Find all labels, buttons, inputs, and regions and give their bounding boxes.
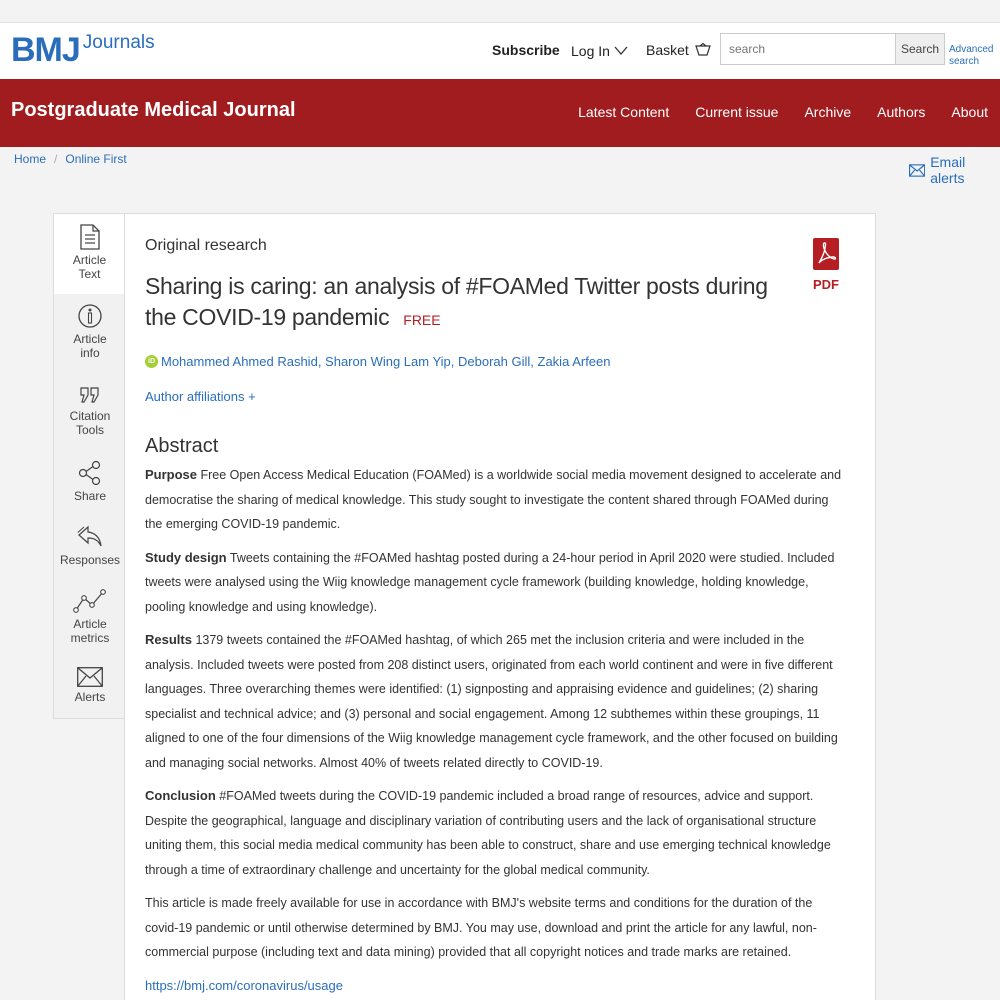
pdf-label: PDF xyxy=(813,277,839,292)
login-link[interactable] xyxy=(571,43,628,59)
subscribe-link[interactable]: Subscribe xyxy=(492,42,560,58)
sidebar-label-line1: Article xyxy=(72,253,107,267)
article-title xyxy=(145,271,775,336)
abstract-results xyxy=(145,628,845,775)
sidebar-label-line1: Article xyxy=(73,617,107,631)
breadcrumb-home[interactable]: Home xyxy=(14,152,47,166)
share-icon xyxy=(78,460,102,486)
article-title-text: Sharing is caring: an analysis of #FOAMed Twitter posts during the COVID-19 pandemic xyxy=(145,273,768,330)
chevron-down-icon xyxy=(614,46,628,56)
sidebar-item-responses[interactable] xyxy=(54,524,126,567)
section-label: Conclusion xyxy=(145,788,216,803)
section-text: Tweets containing the #FOAMed hashtag posted during a 24-hour period in April 2020 were studied. Included tweets were analysed using the Wiig knowledge management cycle framework (building knowledge, holding knowledge, pooling knowledge and using knowledge). xyxy=(145,550,835,614)
sidebar-label-line2: info xyxy=(80,346,100,360)
abstract-conclusion xyxy=(145,784,845,882)
sidebar-label-line1: Article xyxy=(73,332,107,346)
journal-nav xyxy=(578,104,988,120)
envelope-icon xyxy=(909,164,925,177)
sidebar-label-line2: Tools xyxy=(75,423,104,437)
abstract-body xyxy=(145,463,845,1000)
sidebar-label-line1: Alerts xyxy=(74,690,106,704)
nav-about[interactable]: About xyxy=(951,104,988,120)
abstract-heading: Abstract xyxy=(145,435,219,457)
article-type: Original research xyxy=(145,237,267,254)
nav-current-issue[interactable]: Current issue xyxy=(695,104,779,120)
article-sidebar xyxy=(53,213,125,719)
sidebar-item-alerts[interactable] xyxy=(54,667,126,704)
basket-label: Basket xyxy=(646,42,689,58)
email-alerts-link[interactable] xyxy=(909,154,1000,186)
brand-header xyxy=(0,22,1000,79)
author-link[interactable]: Deborah Gill xyxy=(458,354,531,369)
sidebar-item-citation-tools[interactable] xyxy=(54,384,126,437)
coronavirus-usage-link[interactable]: https://bmj.com/coronavirus/usage xyxy=(145,977,343,993)
sidebar-item-article-metrics[interactable] xyxy=(54,588,126,645)
breadcrumb-separator: / xyxy=(54,152,58,166)
document-icon xyxy=(80,224,100,250)
breadcrumb xyxy=(14,152,127,166)
orcid-icon[interactable]: iD xyxy=(145,355,158,368)
sidebar-label-line1: Responses xyxy=(59,553,121,567)
advanced-search-link[interactable]: Advanced search xyxy=(949,44,994,67)
author-list: iD Mohammed Ahmed Rashid , Sharon Wing Lam Yip , Deborah Gill , Zakia Arfeen xyxy=(145,354,611,369)
author-affiliations-toggle[interactable]: Author affiliations + xyxy=(145,389,256,404)
section-label: Purpose xyxy=(145,467,198,482)
basket-icon xyxy=(695,43,711,57)
author-link[interactable]: Sharon Wing Lam Yip xyxy=(325,354,451,369)
section-label: Results xyxy=(145,632,192,647)
nav-archive[interactable]: Archive xyxy=(804,104,852,120)
quote-icon xyxy=(79,384,101,406)
free-badge: FREE xyxy=(403,312,441,328)
envelope-icon xyxy=(77,667,103,687)
sidebar-label-line1: Share xyxy=(73,489,107,503)
section-text: #FOAMed tweets during the COVID-19 pandemic included a broad range of resources, advice and support. Despite the geographical, language and disciplinary variation of contributing users and the lack of organisational structure uniting them, this social media medical community has been able to construct, share and use emerging technical knowledge through a time of extraordinary challenge and uncertainty for the global medical community. xyxy=(145,789,831,877)
section-text: 1379 tweets contained the #FOAMed hashtag, of which 265 met the inclusion criteria and were included in the analysis. Included tweets were posted from 208 distinct users, originated from each world continent and were in five different languages. Three overarching themes were identified: (1) signposting and appraising evidence and guidelines; (2) sharing specialist and technical advice; and (3) personal and social engagement. Among 12 subthemes within these groupings, 11 aligned to one of the four dimensions of the Wiig knowledge management cycle framework, and the other focused on building and managing social networks. Almost 40% of tweets related directly to COVID-19. xyxy=(145,633,838,770)
journal-header xyxy=(0,79,1000,147)
nav-latest-content[interactable]: Latest Content xyxy=(578,104,670,120)
info-icon xyxy=(78,303,102,329)
section-text: Free Open Access Medical Education (FOAMed) is a worldwide social media movement designed to accelerate and democratise the sharing of medical knowledge. This study sought to investigate the content shared through FOAMed during the emerging COVID-19 pandemic. xyxy=(145,468,842,531)
journal-title[interactable]: Postgraduate Medical Journal xyxy=(11,99,296,121)
abstract-purpose xyxy=(145,463,845,537)
abstract-study-design xyxy=(145,546,845,620)
author-link[interactable]: Zakia Arfeen xyxy=(537,354,611,369)
author-link[interactable]: Mohammed Ahmed Rashid xyxy=(161,354,318,369)
top-strip xyxy=(0,0,1000,22)
basket-link[interactable] xyxy=(646,42,711,58)
sidebar-label-line1: Citation xyxy=(69,409,111,423)
search-button[interactable]: Search xyxy=(895,33,945,65)
sidebar-item-share[interactable] xyxy=(54,460,126,503)
sidebar-item-article-text[interactable] xyxy=(54,214,126,294)
search-input[interactable] xyxy=(720,33,896,65)
nav-authors[interactable]: Authors xyxy=(877,104,926,120)
breadcrumb-online-first[interactable]: Online First xyxy=(65,152,127,166)
metrics-icon xyxy=(73,588,107,614)
sidebar-item-article-info[interactable] xyxy=(54,303,126,360)
logo-bmj-text: BMJ xyxy=(11,31,80,69)
sidebar-label-line2: Text xyxy=(78,267,101,281)
pdf-icon xyxy=(813,238,839,270)
pdf-download-link[interactable] xyxy=(812,238,840,292)
sidebar-label-line2: metrics xyxy=(70,631,110,645)
login-label: Log In xyxy=(571,43,610,59)
email-alerts-label: Email alerts xyxy=(930,154,966,186)
article-card xyxy=(124,213,876,1000)
logo-journals-text: Journals xyxy=(82,32,155,53)
free-access-notice: This article is made freely available for use in accordance with BMJ's website terms and conditions for the duration of the covid-19 pandemic or until otherwise determined by BMJ. You may use, download and print the article for any lawful, non-commercial purpose (including text and data mining) provided that all copyright notices and trade marks are retained. xyxy=(145,896,817,959)
bmj-journals-logo[interactable] xyxy=(11,33,155,67)
section-label: Study design xyxy=(145,549,227,565)
reply-icon xyxy=(77,524,103,550)
